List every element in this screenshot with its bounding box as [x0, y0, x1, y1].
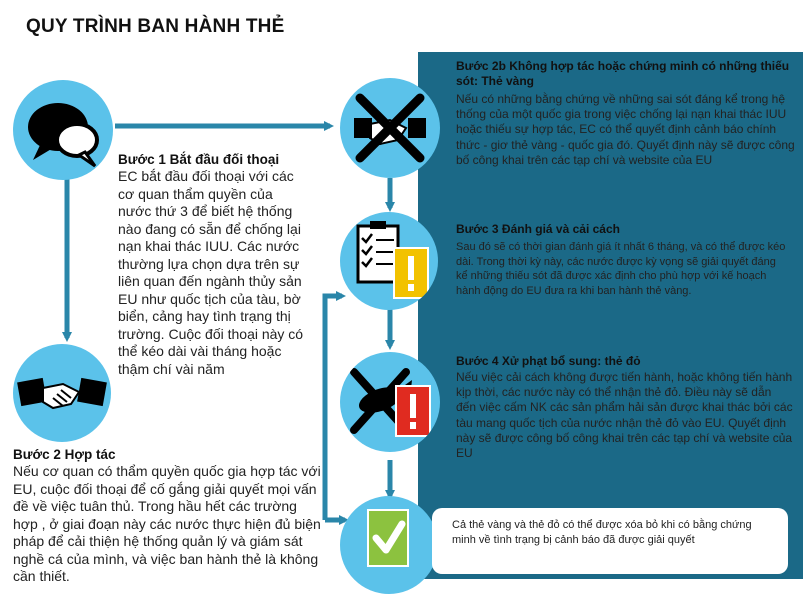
crossed-fish-red-card-icon: [340, 352, 440, 452]
final-note-box: [432, 508, 788, 574]
step2b-title: Bước 2b Không hợp tác hoặc chứng minh có những thiếu sót: Thẻ vàng: [456, 59, 790, 88]
step1-title: Bước 1 Bắt đầu đối thoại: [118, 152, 280, 167]
step1-circle: [13, 80, 113, 180]
final-note-text: Cả thẻ vàng và thẻ đỏ có thể được xóa bỏ khi có bằng chứng minh về tình trạng bị cảnh báo đã được giải quyết: [452, 519, 752, 546]
checklist-yellow-card-icon: [340, 212, 438, 310]
handshake-icon: [13, 344, 111, 442]
step3-text: Sau đó sẽ có thời gian đánh giá ít nhất 6 tháng, và có thể được kéo dài. Trong thời kỳ này, các nước được kỳ vọng sẽ giải quyết đáng kể những thiếu sót đã được xác định cho phù hợp với kế hoạch hành động do EU đưa ra khi ban hành thẻ vàng.: [456, 241, 786, 297]
step4-circle: [340, 352, 440, 452]
step4-title: Bước 4 Xử phạt bổ sung: thẻ đỏ: [456, 354, 641, 368]
step2-text: Nếu cơ quan có thẩm quyền quốc gia hợp tác với EU, cuộc đối thoại để cố gắng giải quyết mọi vấn đề về việc tuân thủ. Trong hầu hết các trường hợp , ở giai đoạn này các nước thực hiện đủ biện pháp để cải thiện hệ thống quản lý và giám sát nghề cá của mình, và việc ban hành thẻ là không cần thiết.: [13, 463, 321, 584]
step4-text: Nếu việc cải cách không được tiến hành, hoặc không tiến hành kịp thời, các nước này có thể nhận thẻ đỏ. Điều này sẽ dẫn đến việc cấm NK các sản phẩm hải sản được khai thác bởi các tàu mang quốc tịch của nước nhận thẻ đỏ vào EU. Quyết định này sẽ được công bố công khai trên các tạp chí và website của EU: [456, 370, 793, 461]
page-title: QUY TRÌNH BAN HÀNH THẺ: [26, 16, 285, 37]
green-check-card-icon: [340, 496, 438, 594]
step2-circle: [13, 344, 111, 442]
step2b-circle: [340, 78, 440, 178]
step3-circle: [340, 212, 438, 310]
speech-bubbles-icon: [13, 80, 113, 180]
step2b-text: Nếu có những bằng chứng về những sai sót đáng kể trong hệ thống của một quốc gia trong việc chống lại nạn khai thác IUU hoặc thiếu sự hợp tác, EC có thể quyết định cảnh báo chính thức - giơ thẻ vàng - quốc gia đó. Quyết định này sẽ được công bố công khai trên các tạp chí và website của EU: [456, 92, 795, 167]
crossed-handshake-icon: [340, 78, 440, 178]
final-circle: [340, 496, 438, 594]
step2-title: Bước 2 Hợp tác: [13, 447, 116, 462]
step1-text: EC bắt đầu đối thoại với các cơ quan thẩm quyền của nước thứ 3 để biết hệ thống nào đang có sẵn để chống lại nạn khai thác IUU. Các nước thường lựa chọn dựa trên sự liên quan đến ngành thủy sản EU như quốc tịch của tàu, bờ biển, cảng hay tình trạng thị trường. Cuộc đối thoại này có thể kéo dài vài tháng hoặc thậm chí vài năm: [118, 168, 304, 377]
step3-title: Bước 3 Đánh giá và cải cách: [456, 222, 620, 236]
